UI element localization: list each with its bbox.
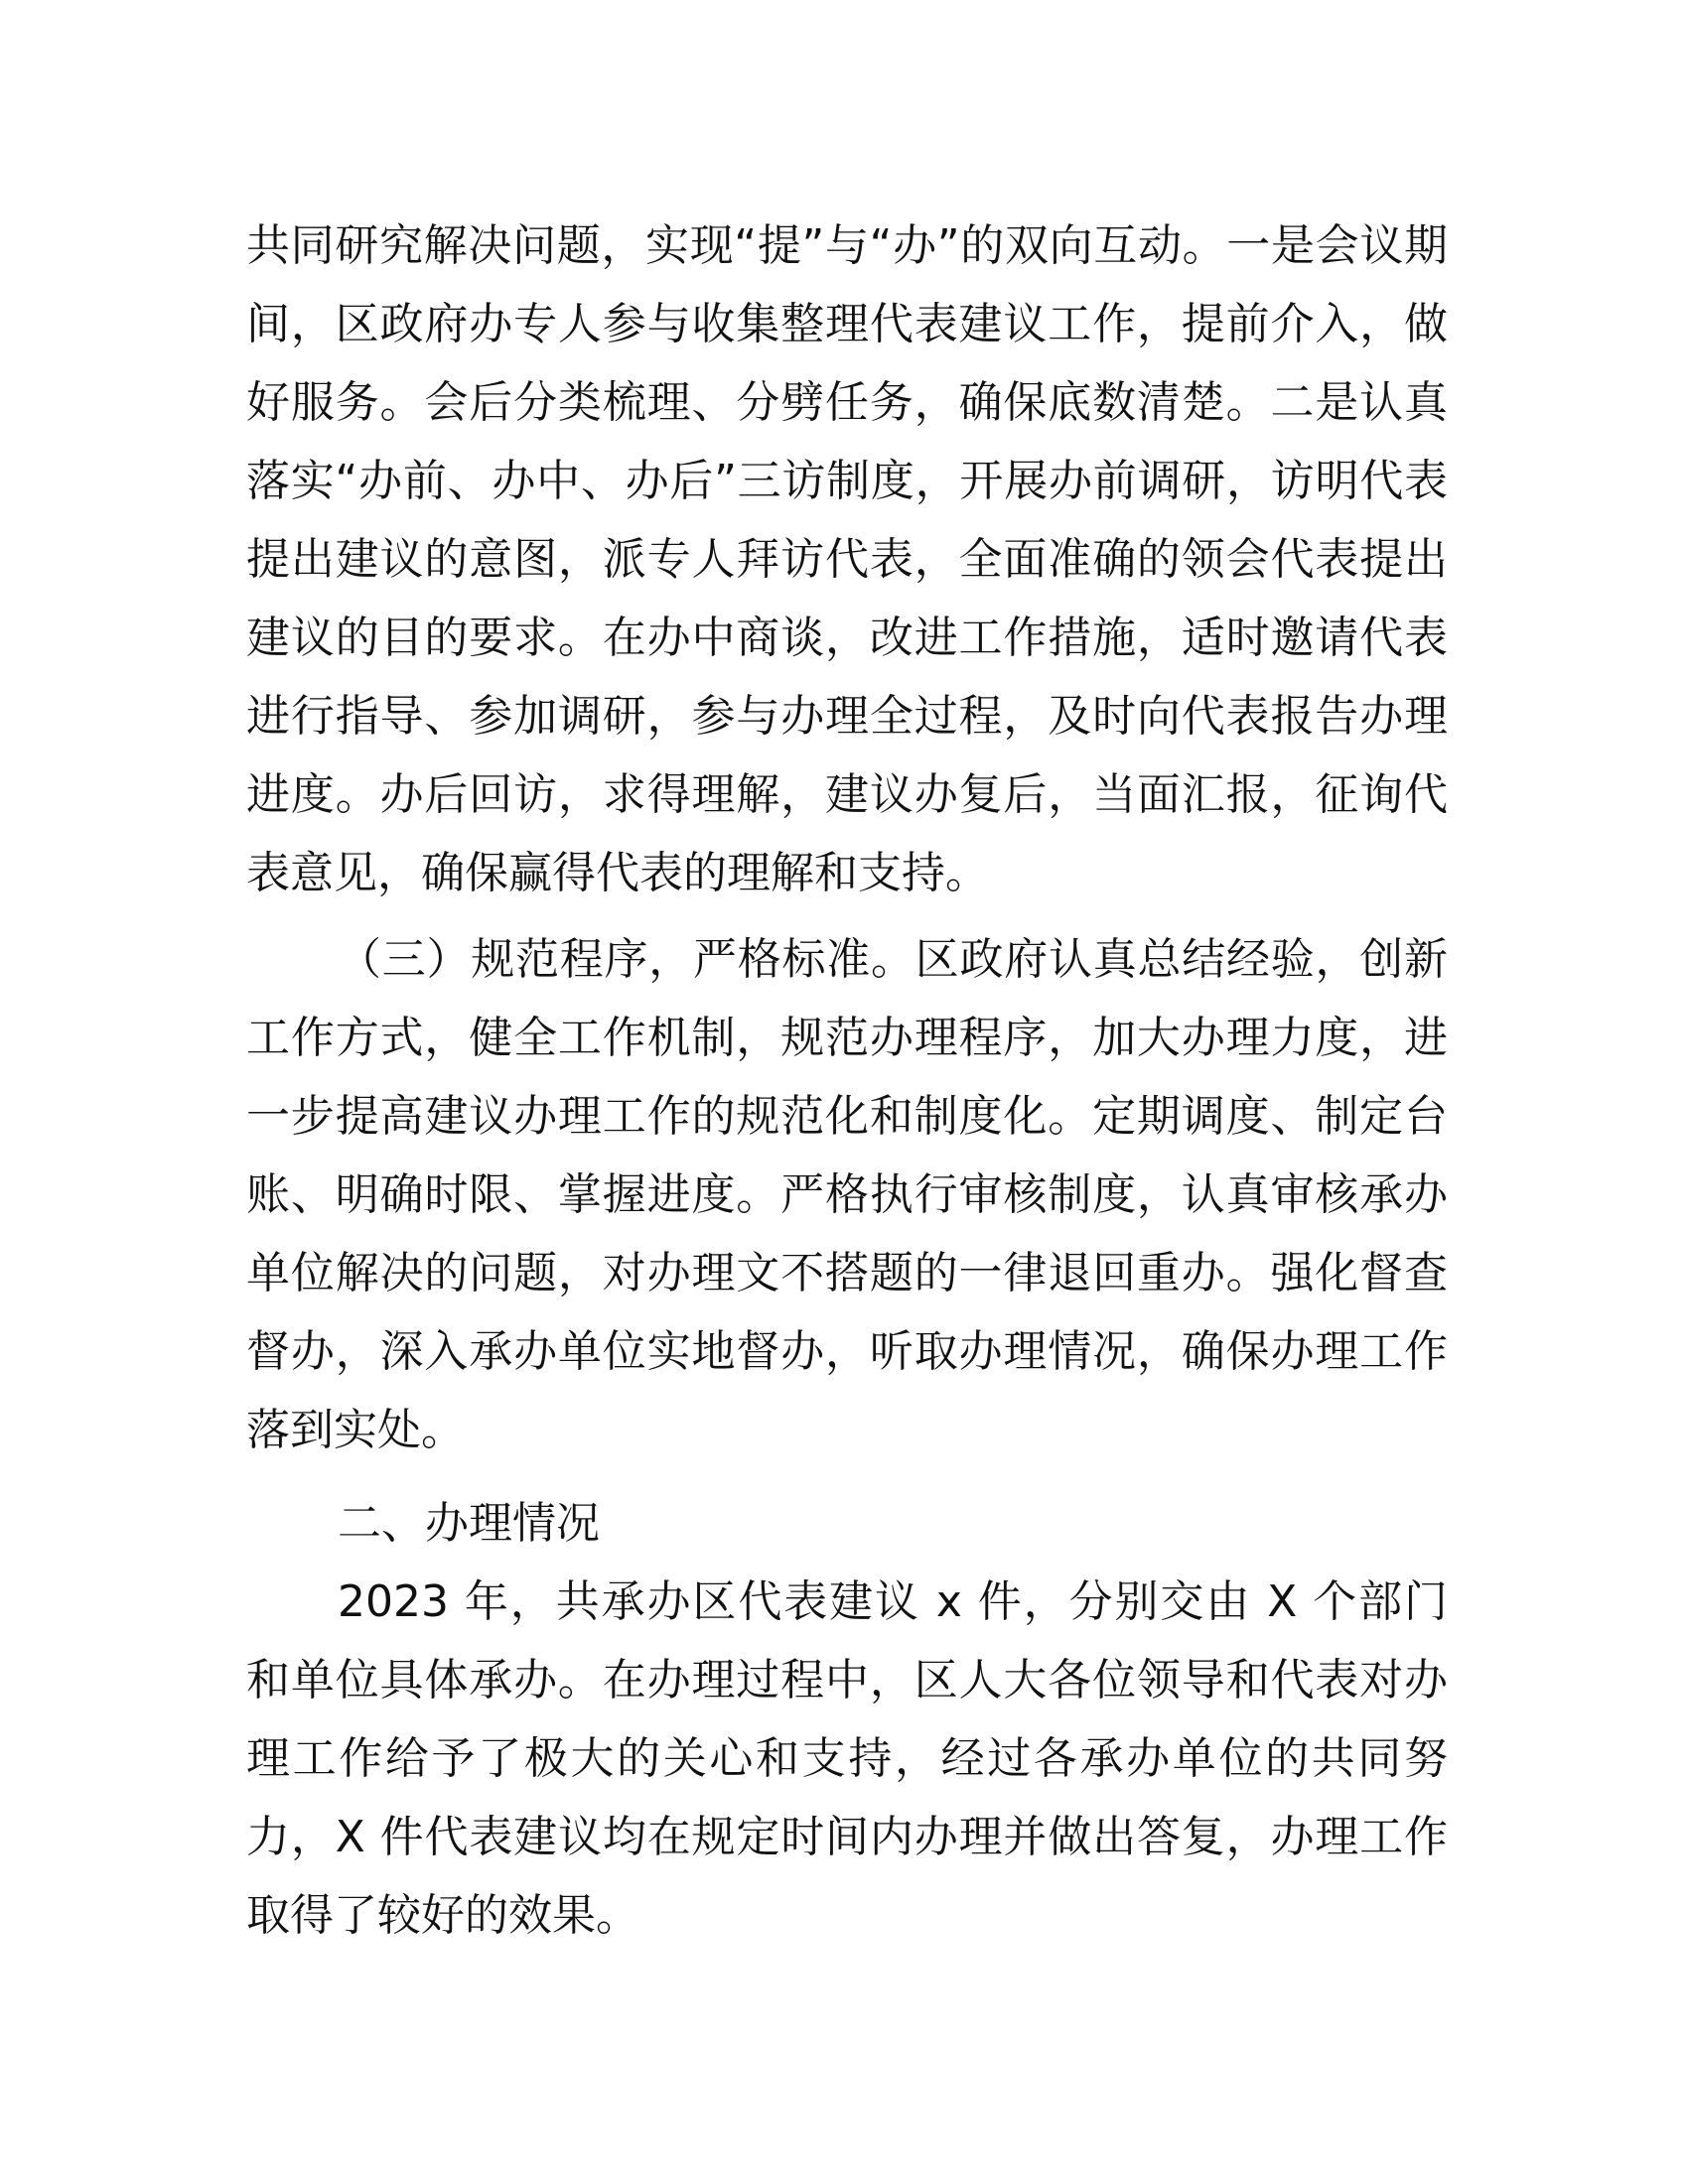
section-heading-handling-status: 二、办理情况 <box>338 1498 600 1549</box>
section-three-paragraph: （三）规范程序，严格标准。区政府认真总结经验，创新工作方式，健全工作机制，规范办理程序，加大办理力度，进一步提高建议办理工作的规范化和制度化。定期调度、制定台账、明确时限、掌握进度。严格执行审核制度，认真审核承办单位解决的问题，对办理文不搭题的一律退回重办。强化督查督办，深入承办单位实地督办，听取办理情况，确保办理工作落到实处。 <box>246 934 1448 1455</box>
body-paragraph-continued: 共同研究解决问题，实现“提”与“办”的双向互动。一是会议期间，区政府办专人参与收集整理代表建议工作，提前介入，做好服务。会后分类梳理、分劈任务，确保底数清楚。二是认真落实“办前、办中、办后”三访制度，开展办前调研，访明代表提出建议的意图，派专人拜访代表，全面准确的领会代表提出建议的目的要求。在办中商谈，改进工作措施，适时邀请代表进行指导、参加调研，参与办理全过程，及时向代表报告办理进度。办后回访，求得理解，建议办复后，当面汇报，征询代表意见，确保赢得代表的理解和支持。 <box>246 220 1448 898</box>
handling-status-paragraph: 2023 年，共承办区代表建议 x 件，分别交由 X 个部门和单位具体承办。在办理过程中，区人大各位领导和代表对办理工作给予了极大的关心和支持，经过各承办单位的共同努力，X 件代表建议均在规定时间内办理并做出答复，办理工作取得了较好的效果。 <box>246 1576 1448 1941</box>
